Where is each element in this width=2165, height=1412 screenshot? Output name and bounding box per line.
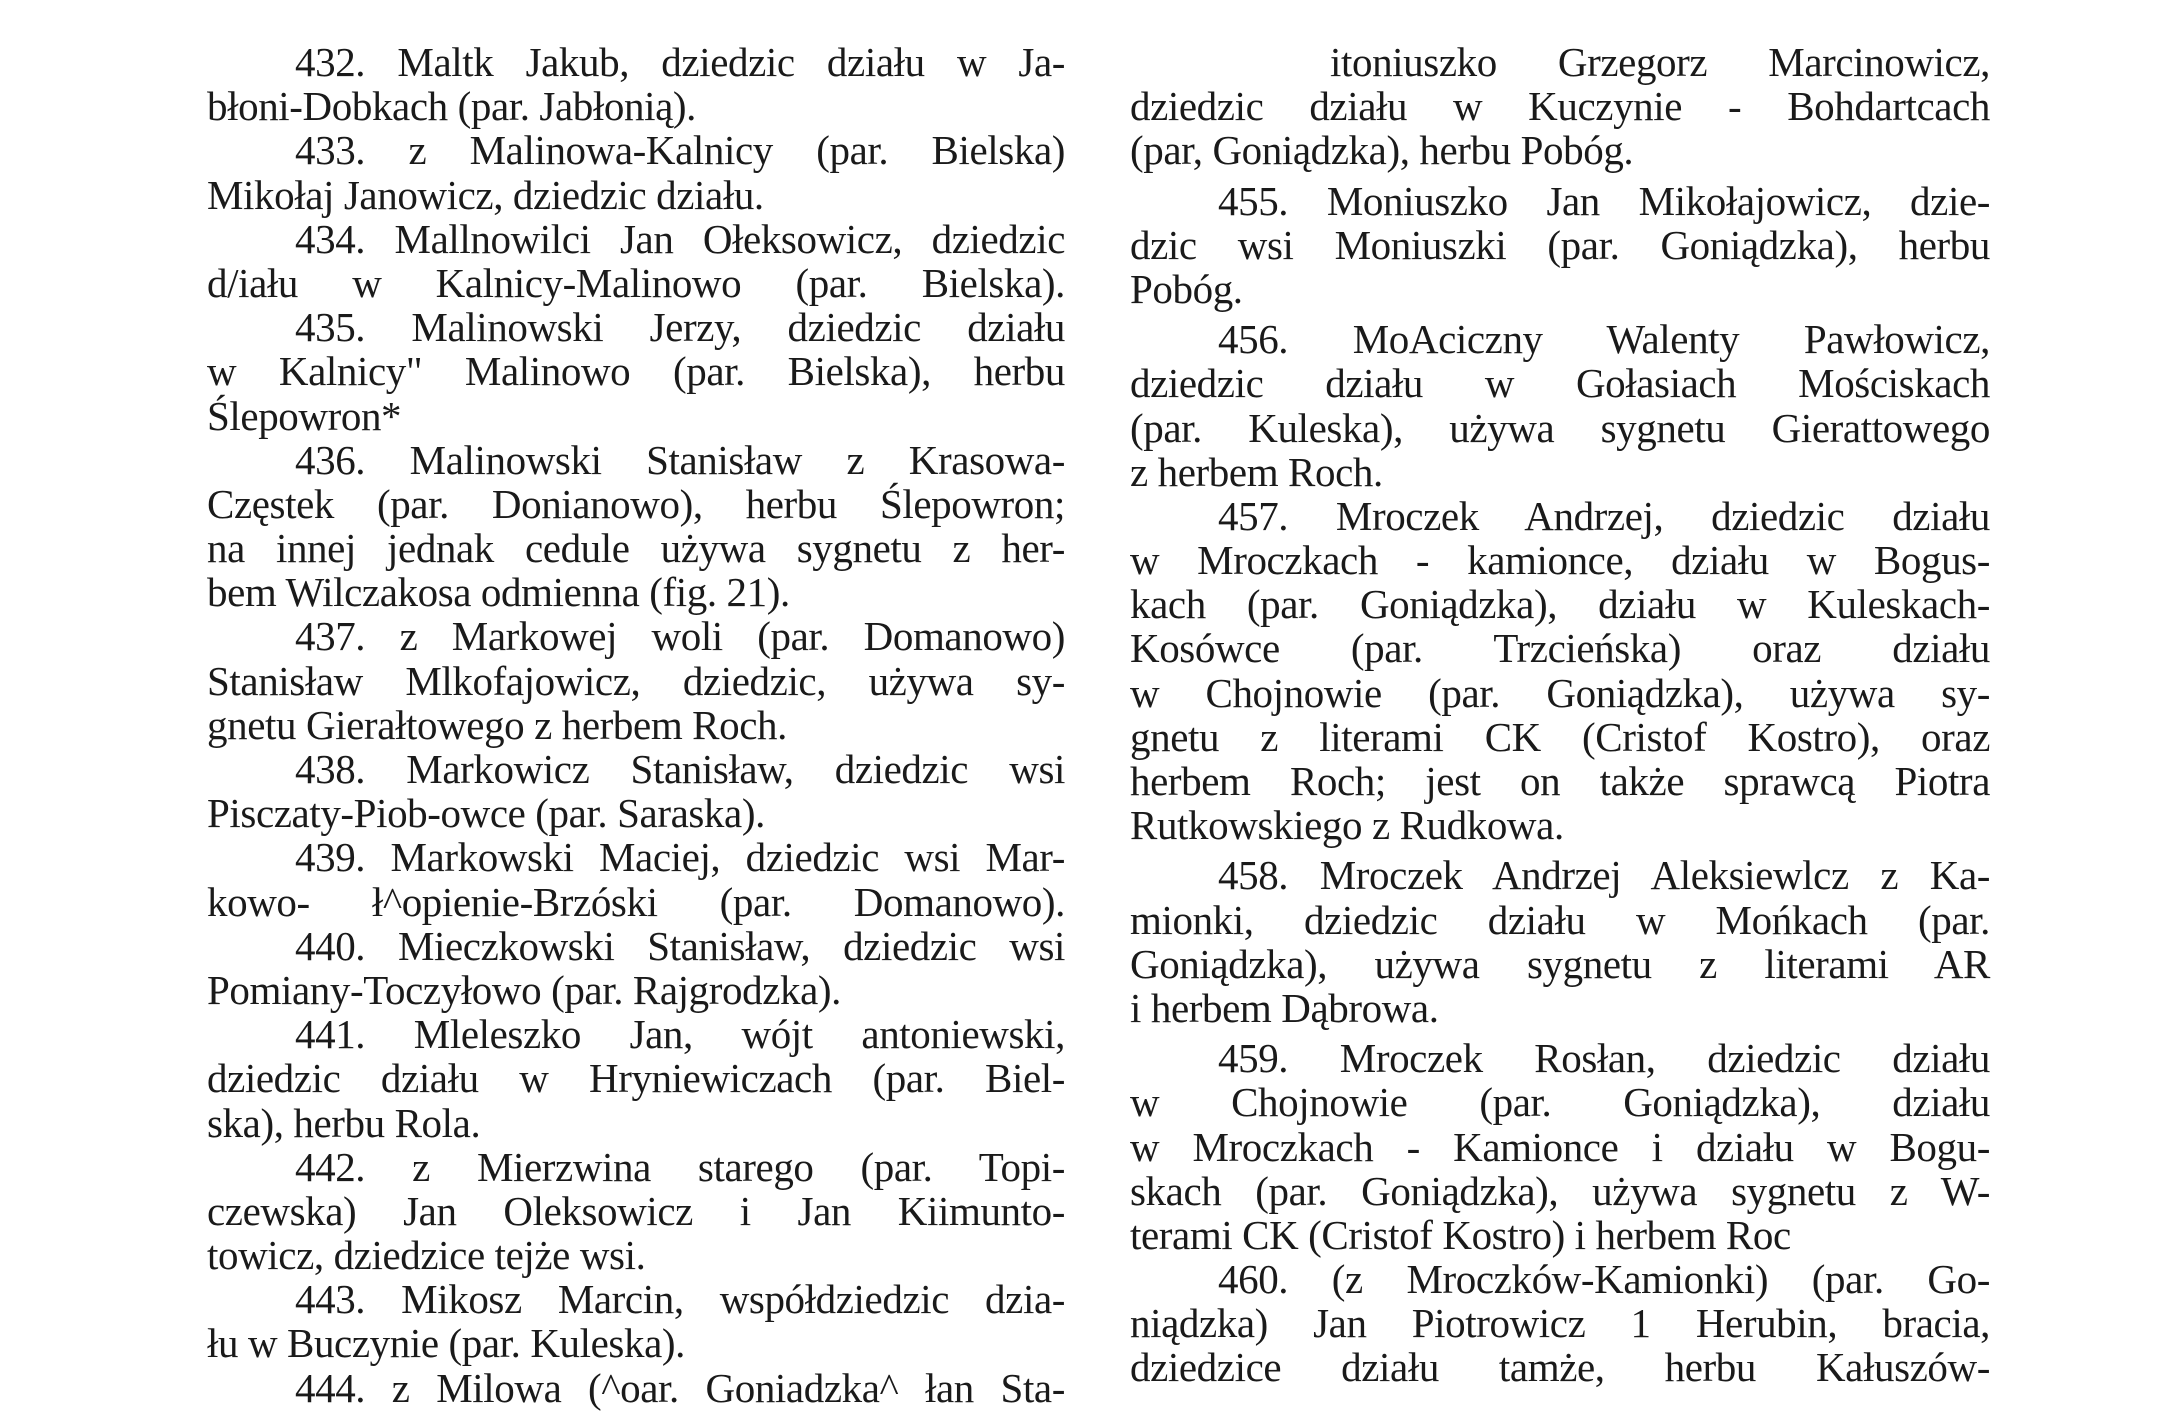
text-line: 458. Mroczek Andrzej Aleksiewlcz z Ka- <box>1218 852 1990 899</box>
text-line: mionki, dziedzic działu w Mońkach (par. <box>1130 896 1990 943</box>
text-line: 460. (z Mroczków-Kamionki) (par. Go- <box>1218 1256 1990 1303</box>
text-line: itoniuszko Grzegorz Marcinowicz, <box>1330 39 1990 85</box>
text-line: 436. Malinowski Stanisław z Krasowa- <box>295 436 1065 483</box>
text-line: (par. Kuleska), używa sygnetu Gierattowego <box>1130 404 1990 451</box>
text-line: kowo- ł^opienie-Brzóski (par. Domanowo). <box>207 878 1065 925</box>
text-line: łu w Buczynie (par. Kuleska). <box>207 1320 685 1367</box>
text-line: ska), herbu Rola. <box>207 1099 481 1146</box>
text-line: niądzka) Jan Piotrowicz 1 Herubin, bracia, <box>1130 1300 1990 1347</box>
text-line: 437. z Markowej woli (par. Domanowo) <box>295 613 1065 660</box>
text-line: Pomiany-Toczyłowo (par. Rajgrodzka). <box>207 966 841 1013</box>
text-line: Pobóg. <box>1130 265 1243 312</box>
text-line: 432. Maltk Jakub, dziedzic działu w Ja- <box>295 39 1065 85</box>
text-line: bem Wilczakosa odmienna (fig. 21). <box>207 569 790 616</box>
text-line: 459. Mroczek Rosłan, dziedzic działu <box>1218 1035 1990 1082</box>
text-line: 435. Malinowski Jerzy, dziedzic działu <box>295 304 1065 351</box>
left-text-column <box>207 40 1065 1410</box>
text-line: 438. Markowicz Stanisław, dziedzic wsi <box>295 746 1065 792</box>
text-line: w Mroczkach - Kamionce i działu w Bogu- <box>1130 1123 1990 1170</box>
text-line: 455. Moniuszko Jan Mikołajowicz, dzie- <box>1218 177 1990 224</box>
text-line: dzic wsi Moniuszki (par. Goniądzka), herbu <box>1130 221 1990 268</box>
text-line: Kosówce (par. Trzcieńska) oraz działu <box>1130 625 1990 672</box>
text-line: z herbem Roch. <box>1130 448 1383 495</box>
text-line: 434. Mallnowilci Jan Ołeksowicz, dziedzic <box>295 215 1065 262</box>
text-line: 433. z Malinowa-Kalnicy (par. Bielska) <box>295 127 1065 174</box>
text-line: skach (par. Goniądzka), używa sygnetu z W- <box>1130 1167 1990 1214</box>
text-line: 456. MoAciczny Walenty Pawłowicz, <box>1218 316 1990 363</box>
text-line: w Mroczkach - kamionce, działu w Bogus- <box>1130 537 1990 584</box>
text-line: 443. Mikosz Marcin, współdziedzic dzia- <box>295 1276 1065 1323</box>
text-line: kach (par. Goniądzka), działu w Kuleskach- <box>1130 581 1990 628</box>
text-line: czewska) Jan Oleksowicz i Jan Kiimunto- <box>207 1187 1065 1234</box>
text-line: Mikołaj Janowicz, dziedzic działu. <box>207 171 764 218</box>
text-line: towicz, dziedzice tejże wsi. <box>207 1232 646 1279</box>
text-line: Rutkowskiego z Rudkowa. <box>1130 802 1564 849</box>
text-line: 440. Mieczkowski Stanisław, dziedzic wsi <box>295 922 1065 969</box>
text-line: 444. z Milowa (^oar. Goniadzka^ łan Sta- <box>295 1364 1065 1411</box>
text-line: i herbem Dąbrowa. <box>1130 984 1439 1031</box>
text-line: dziedzic działu w Hryniewiczach (par. Biel- <box>207 1055 1065 1102</box>
text-line: d/iału w Kalnicy-Malinowo (par. Bielska). <box>207 259 1065 306</box>
text-line: w Kalnicy" Malinowo (par. Bielska), herbu <box>207 348 1065 395</box>
text-line: w Chojnowie (par. Goniądzka), używa sy- <box>1130 669 1990 716</box>
text-line: 439. Markowski Maciej, dziedzic wsi Mar- <box>295 834 1065 881</box>
text-line: dziedzice działu tamże, herbu Kałuszów- <box>1130 1344 1990 1391</box>
text-line: gnetu Gierałtowego z herbem Roch. <box>207 701 787 748</box>
text-line: błoni-Dobkach (par. Jabłonią). <box>207 83 696 130</box>
text-line: Ślepowron* <box>207 392 402 439</box>
text-line: dziedzic działu w Kuczynie - Bohdartcach <box>1130 83 1990 130</box>
text-line: dziedzic działu w Gołasiach Mościskach <box>1130 360 1990 407</box>
text-line: 457. Mroczek Andrzej, dziedzic działu <box>1218 492 1990 539</box>
text-line: terami CK (Cristof Kostro) i herbem Roc <box>1130 1211 1791 1258</box>
text-line: gnetu z literami CK (Cristof Kostro), oraz <box>1130 713 1990 760</box>
text-line: (par, Goniądzka), herbu Pobóg. <box>1130 127 1634 174</box>
text-line: herbem Roch; jest on także sprawcą Piotra <box>1130 758 1990 804</box>
text-line: 442. z Mierzwina starego (par. Topi- <box>295 1143 1065 1190</box>
text-line: Pisczaty-Piob-owce (par. Saraska). <box>207 790 765 837</box>
text-line: na innej jednak cedule używa sygnetu z her- <box>207 525 1065 572</box>
text-line: w Chojnowie (par. Goniądzka), działu <box>1130 1079 1990 1126</box>
text-line: Goniądzka), używa sygnetu z literami AR <box>1130 940 1990 987</box>
right-text-column <box>1130 40 1990 1390</box>
text-line: 441. Mleleszko Jan, wójt antoniewski, <box>295 1011 1065 1058</box>
text-line: Częstek (par. Donianowo), herbu Ślepowron; <box>207 480 1065 527</box>
text-line: Stanisław Mlkofajowicz, dziedzic, używa sy- <box>207 657 1065 704</box>
